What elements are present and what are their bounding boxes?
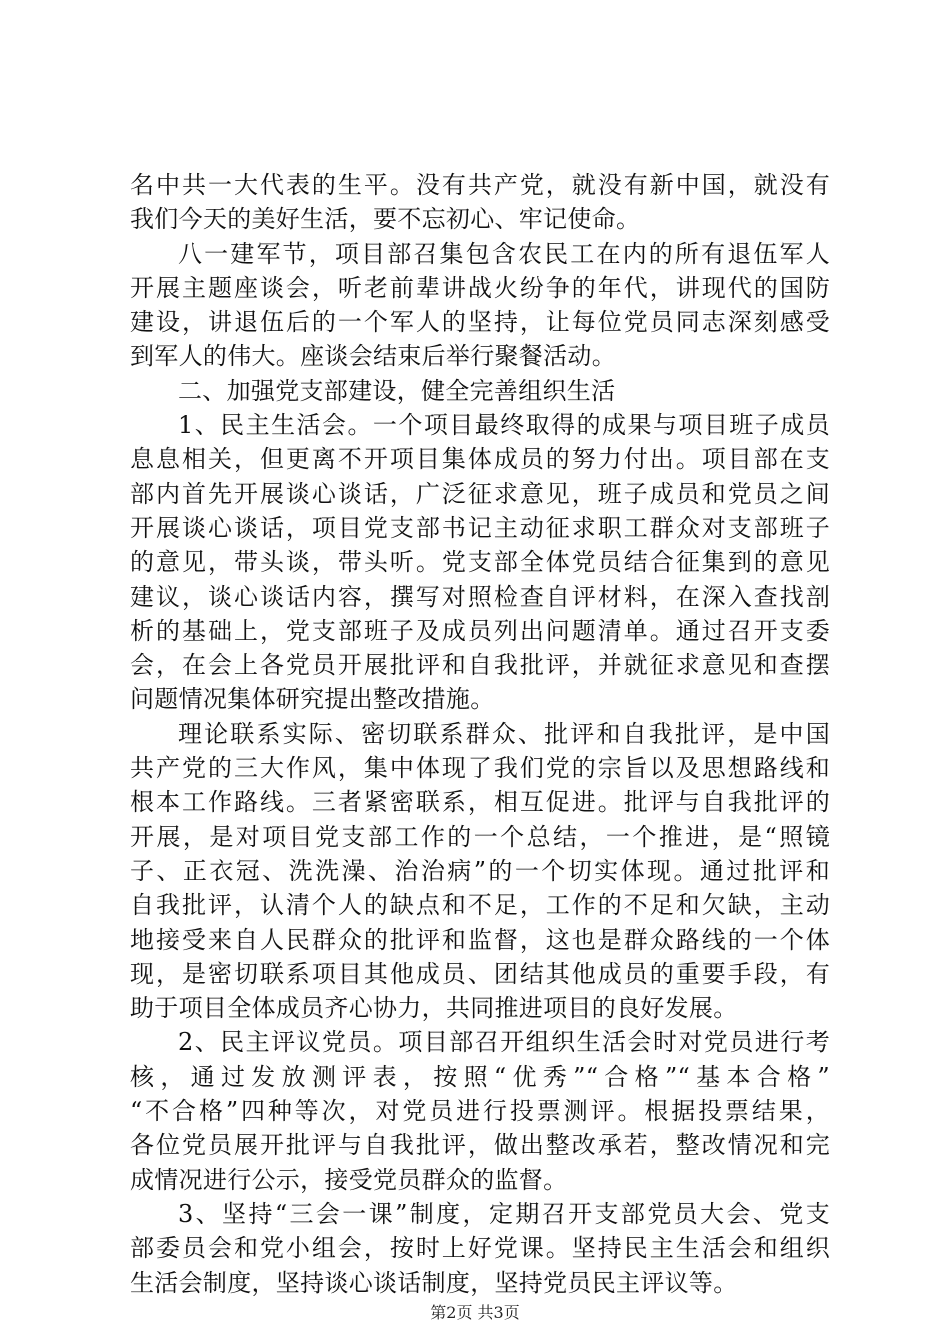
text-line: 生活会制度，坚持谈心谈话制度，坚持党员民主评议等。 <box>130 1268 738 1297</box>
text-line: 建议，谈心谈话内容，撰写对照检查自评材料，在深入查找剖 <box>130 582 830 611</box>
text-line: 现，是密切联系项目其他成员、团结其他成员的重要手段，有 <box>130 959 830 988</box>
text-line: 核，通过发放测评表，按照“优秀”“合格”“基本合格” <box>130 1062 830 1091</box>
text-line: 子、正衣冠、洗洗澡、治治病”的一个切实体现。通过批评和 <box>130 856 830 885</box>
text-line: 八一建军节，项目部召集包含农民工在内的所有退伍军人 <box>178 239 830 268</box>
text-line: 建设，讲退伍后的一个军人的坚持，让每位党员同志深刻感受 <box>130 308 830 337</box>
text-line: 成情况进行公示，接受党员群众的监督。 <box>130 1165 568 1194</box>
text-line: 二、加强党支部建设，健全完善组织生活 <box>178 376 616 405</box>
text-line: 地接受来自人民群众的批评和监督，这也是群众路线的一个体 <box>130 925 830 954</box>
text-line: 析的基础上，党支部班子及成员列出问题清单。通过召开支委 <box>130 616 830 645</box>
text-line: 理论联系实际、密切联系群众、批评和自我批评，是中国 <box>178 719 830 748</box>
text-line: 开展，是对项目党支部工作的一个总结，一个推进，是“照镜 <box>130 822 830 851</box>
document-body <box>130 168 830 1300</box>
text-line: 息息相关，但更离不开项目集体成员的努力付出。项目部在支 <box>130 445 830 474</box>
text-line: 根本工作路线。三者紧密联系，相互促进。批评与自我批评的 <box>130 788 830 817</box>
text-line: 2、民主评议党员。项目部召开组织生活会时对党员进行考 <box>178 1028 830 1057</box>
text-line: 的意见，带头谈，带头听。党支部全体党员结合征集到的意见 <box>130 548 830 577</box>
text-line: 我们今天的美好生活，要不忘初心、牢记使命。 <box>130 205 641 234</box>
text-line: 1、民主生活会。一个项目最终取得的成果与项目班子成员 <box>178 411 830 440</box>
text-line: 部内首先开展谈心谈话，广泛征求意见，班子成员和党员之间 <box>130 479 830 508</box>
text-line: 各位党员展开批评与自我批评，做出整改承若，整改情况和完 <box>130 1131 830 1160</box>
text-line: “不合格”四种等次，对党员进行投票测评。根据投票结果， <box>130 1097 830 1126</box>
text-line: 开展主题座谈会，听老前辈讲战火纷争的年代，讲现代的国防 <box>130 273 830 302</box>
text-line: 到军人的伟大。座谈会结束后举行聚餐活动。 <box>130 342 616 371</box>
text-line: 会，在会上各党员开展批评和自我批评，并就征求意见和查摆 <box>130 651 830 680</box>
text-line: 3、坚持“三会一课”制度，定期召开支部党员大会、党支 <box>178 1199 830 1228</box>
text-line: 名中共一大代表的生平。没有共产党，就没有新中国，就没有 <box>130 171 830 199</box>
text-line: 自我批评，认清个人的缺点和不足，工作的不足和欠缺，主动 <box>130 891 830 920</box>
text-line: 共产党的三大作风，集中体现了我们党的宗旨以及思想路线和 <box>130 754 830 783</box>
text-line: 开展谈心谈话，项目党支部书记主动征求职工群众对支部班子 <box>130 513 830 542</box>
page-footer <box>0 1300 950 1323</box>
text-line: 助于项目全体成员齐心协力，共同推进项目的良好发展。 <box>130 994 738 1023</box>
text-line: 问题情况集体研究提出整改措施。 <box>130 685 495 714</box>
page-number-indicator: 第2页 共3页 <box>430 1303 520 1322</box>
text-line: 部委员会和党小组会，按时上好党课。坚持民主生活会和组织 <box>130 1234 830 1263</box>
